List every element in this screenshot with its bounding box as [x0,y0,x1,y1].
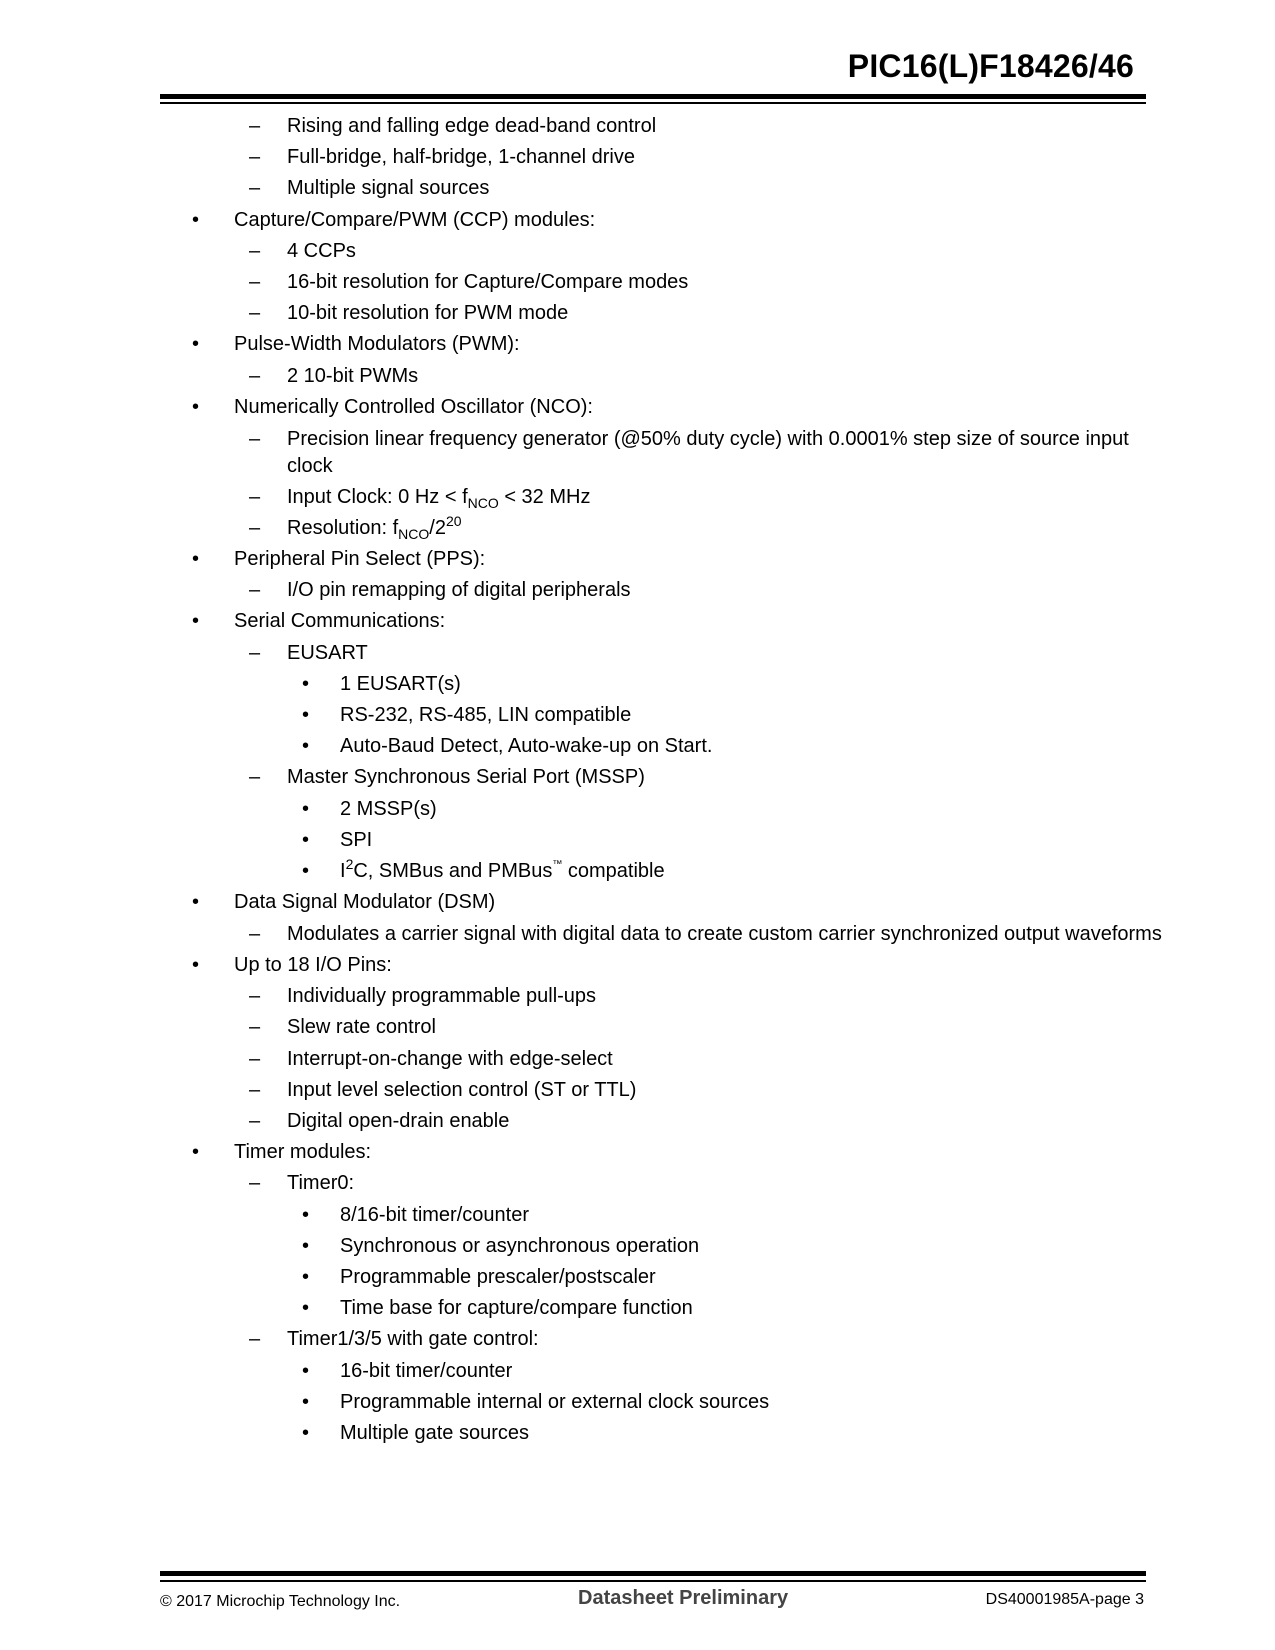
list-item-text: I/O pin remapping of digital peripherals [287,579,631,602]
list-item [0,145,1172,169]
list-item [0,1109,1172,1133]
bullet-marker: • [192,548,200,571]
list-item [0,703,1275,727]
dash-marker: – [249,1328,261,1351]
list-item [0,672,1275,696]
bullet-marker: • [192,610,200,633]
list-item [0,114,1172,138]
list-item-text: Peripheral Pin Select (PPS): [234,548,486,571]
bullet-marker: • [192,954,200,977]
dash-marker: – [249,427,261,450]
dash-marker: – [249,923,261,946]
list-item-text: Auto-Baud Detect, Auto-wake-up on Start. [340,735,713,758]
list-item-text: Timer0: [287,1172,355,1195]
list-item-text: Serial Communications: [234,610,446,633]
dash-marker: – [249,579,261,602]
header-rule-thin [160,102,1146,104]
bullet-marker: • [302,735,310,758]
list-item [0,984,1172,1008]
list-item-text: Programmable internal or external clock sources [340,1390,770,1413]
dash-marker: – [249,641,261,664]
bullet-marker: • [192,208,200,231]
bullet-marker: • [302,1265,310,1288]
bullet-marker: • [302,828,310,851]
dash-marker: – [249,115,261,137]
list-item [0,641,1172,665]
bullet-marker: • [302,703,310,726]
list-item [0,239,1172,263]
dash-marker: – [249,239,261,262]
list-item [0,176,1172,200]
list-item-text: 8/16-bit timer/counter [340,1203,529,1226]
text-segment: Resolution: f [287,516,399,539]
list-item-text: Modulates a carrier signal with digital data to create custom carrier synchronized output waveforms [287,923,1162,946]
superscript: 20 [445,512,462,529]
dash-marker: – [249,302,261,325]
list-item-text: Programmable prescaler/postscaler [340,1265,656,1288]
list-item-text: Pulse-Width Modulators (PWM): [234,333,520,356]
list-item-text: 16-bit resolution for Capture/Compare modes [287,270,689,293]
list-item-text: 10-bit resolution for PWM mode [287,302,569,325]
list-item [0,921,1172,948]
list-item [0,1359,1275,1383]
list-item-text: 1 EUSART(s) [340,672,461,695]
list-item [0,1296,1275,1320]
list-item [0,890,1275,914]
bullet-marker: • [192,333,200,356]
list-item [0,1203,1275,1227]
list-item-text [287,485,591,511]
list-item [0,765,1172,789]
list-item [0,270,1172,294]
list-item [0,734,1275,758]
list-item [0,426,1172,480]
list-item-text: Time base for capture/compare function [340,1297,693,1320]
list-item-text: Interrupt-on-change with edge-select [287,1047,613,1070]
list-item [0,1390,1275,1414]
list-item [0,609,1275,633]
header-rule [160,94,1146,99]
page-title: PIC16(L)F18426/46 [847,48,1134,84]
list-item-text: Slew rate control [287,1016,436,1039]
list-item [0,485,1172,509]
dash-marker: – [249,1172,261,1195]
list-item-text: Timer1/3/5 with gate control: [287,1328,539,1351]
list-item [0,1327,1172,1351]
list-item-text [287,512,462,542]
list-item-text: Capture/Compare/PWM (CCP) modules: [234,208,596,231]
dash-marker: – [249,1016,261,1039]
bullet-marker: • [192,395,200,418]
text-segment: < 32 MHz [498,485,591,508]
list-item-text: EUSART [287,641,368,664]
list-item-text: Numerically Controlled Oscillator (NCO): [234,395,593,418]
list-item-text: Precision linear frequency generator (@50% duty cycle) with 0.0001% step size of source input clock [287,427,1129,477]
list-item [0,1047,1172,1071]
list-item-text: 4 CCPs [287,239,356,262]
dash-marker: – [249,485,261,508]
list-item-text: Digital open-drain enable [287,1110,510,1133]
subscript: NCO [467,494,499,511]
bullet-marker: • [302,1203,310,1226]
list-item [0,208,1275,232]
footer-rule-thin [160,1580,1146,1582]
bullet-marker: • [302,859,310,882]
list-item [0,1140,1275,1164]
list-item [0,512,1172,542]
bullet-marker: • [302,1297,310,1320]
list-item [0,953,1275,977]
list-item [0,578,1172,602]
list-item-text: Input level selection control (ST or TTL) [287,1078,637,1101]
list-item-text: Synchronous or asynchronous operation [340,1234,700,1257]
dash-marker: – [249,766,261,789]
dash-marker: – [249,1078,261,1101]
bullet-marker: • [302,1359,310,1382]
list-item [0,1171,1172,1195]
subscript: NCO [398,525,430,542]
text-segment: I [340,859,346,882]
list-item [0,1078,1172,1102]
dash-marker: – [249,985,261,1008]
dash-marker: – [249,146,261,169]
list-item-text: Timer modules: [234,1141,372,1164]
list-item [0,547,1275,571]
text-segment: Input Clock: 0 Hz < f [287,485,468,508]
bullet-marker: • [192,891,200,914]
list-item [0,1015,1172,1039]
footer-copyright: © 2017 Microchip Technology Inc. [160,1593,401,1610]
dash-marker: – [249,516,261,539]
list-item [0,301,1172,325]
dash-marker: – [249,177,261,200]
list-item [0,797,1275,821]
list-item-text: Full-bridge, half-bridge, 1-channel drive [287,146,635,169]
list-item [0,1265,1275,1289]
dash-marker: – [249,270,261,293]
list-item [0,1234,1275,1258]
dash-marker: – [249,1047,261,1070]
list-item-text: Up to 18 I/O Pins: [234,954,392,977]
bullet-marker: • [302,672,310,695]
list-item [0,364,1172,388]
list-item [0,855,1275,883]
list-item-text: 16-bit timer/counter [340,1359,513,1382]
list-item-text [340,855,665,882]
list-item-text: SPI [340,828,373,851]
text-segment: C, SMBus and PMBus [353,859,553,882]
list-item-text: Individually programmable pull-ups [287,985,597,1008]
list-item [0,828,1275,852]
footer-status: Datasheet Preliminary [578,1587,789,1609]
superscript: 2 [345,855,354,872]
list-item-text: Master Synchronous Serial Port (MSSP) [287,766,645,789]
list-item [0,332,1275,356]
list-item [0,1421,1275,1445]
bullet-marker: • [302,1390,310,1413]
list-item-text: Data Signal Modulator (DSM) [234,891,496,914]
list-item-text: 2 MSSP(s) [340,797,437,820]
footer-rule [160,1571,1146,1576]
footer-page-ref: DS40001985A-page 3 [985,1591,1144,1608]
list-item-text: RS-232, RS-485, LIN compatible [340,703,632,726]
list-item-text: 2 10-bit PWMs [287,364,419,387]
list-item [0,395,1275,419]
list-item-text: Rising and falling edge dead-band control [287,115,657,137]
dash-marker: – [249,364,261,387]
trademark-symbol: ™ [552,858,563,870]
bullet-marker: • [302,1234,310,1257]
dash-marker: – [249,1110,261,1133]
bullet-marker: • [302,797,310,820]
list-item-text: Multiple signal sources [287,177,490,200]
bullet-marker: • [192,1141,200,1164]
text-segment: /2 [429,516,446,539]
text-segment: compatible [562,859,665,882]
feature-list [0,114,1275,1452]
list-item-text: Multiple gate sources [340,1421,529,1444]
bullet-marker: • [302,1421,310,1444]
